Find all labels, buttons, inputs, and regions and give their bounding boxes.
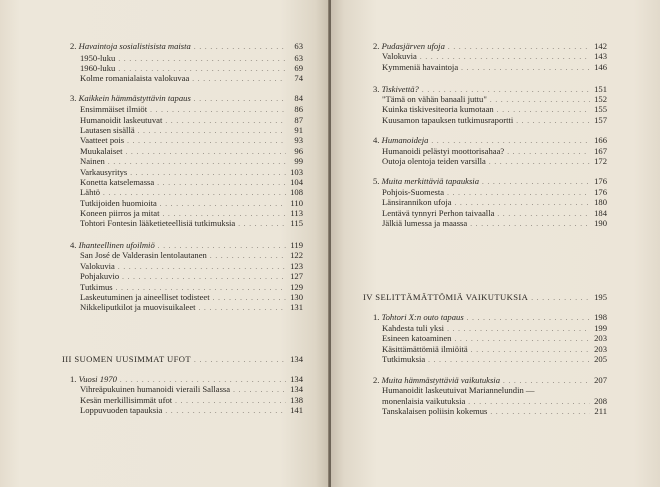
toc-page-number: 141 <box>290 405 303 415</box>
toc-chapter-number: 2. <box>373 41 380 51</box>
toc-dot-leader <box>192 74 286 84</box>
toc-page-number: 151 <box>594 84 607 94</box>
toc-entry-title: Tutkijoiden huomioita <box>80 198 157 208</box>
toc-entry-title: Kymmeniä havaintoja <box>382 62 459 72</box>
toc-dot-leader <box>482 177 590 187</box>
toc-entry-title: III SUOMEN UUSIMMAT UFOT <box>62 354 192 364</box>
toc-entry-title <box>373 84 419 94</box>
toc-dot-leader <box>470 219 590 229</box>
toc-dot-leader <box>127 136 286 146</box>
toc-page-number: 91 <box>294 125 303 135</box>
toc-page-number: 176 <box>594 187 607 197</box>
toc-dot-leader <box>467 313 590 323</box>
toc-entry <box>80 73 303 84</box>
toc-chapter-title: Havaintoja sosialistisista maista <box>78 41 191 51</box>
toc-entry-title: Lentävä tynnyri Perhon taivaalla <box>382 208 495 218</box>
toc-entry-title: Länsirannikon ufoja <box>382 197 452 207</box>
toc-entry <box>382 406 607 417</box>
toc-chapter-title: Muita hämmästyttäviä vaikutuksia <box>381 375 500 385</box>
toc-entry <box>382 354 607 365</box>
toc-entry <box>80 187 303 198</box>
toc-entry-title: Kahdesta tuli yksi <box>382 323 445 333</box>
toc-chapter-number: 1. <box>70 374 77 384</box>
toc-dot-leader <box>210 251 286 261</box>
toc-dot-leader <box>461 63 590 73</box>
toc-page-number: 129 <box>290 282 303 292</box>
toc-page-number: 113 <box>290 208 303 218</box>
toc-chapter-number: 2. <box>373 375 380 385</box>
toc-page-number: 63 <box>294 53 303 63</box>
toc-entry-title: "Tämä on vähän banaali juttu" <box>382 94 487 104</box>
toc-page-number: 74 <box>294 73 303 83</box>
toc-chapter-entry <box>373 312 607 323</box>
toc-chapter-title: Humanoideja <box>381 135 429 145</box>
toc-entry-title: Valokuvia <box>80 261 115 271</box>
toc-page-number: 195 <box>594 292 607 302</box>
toc-page-number: 184 <box>594 208 607 218</box>
toc-entry-title: Pohjois-Suomesta <box>382 187 445 197</box>
toc-entry <box>382 218 607 229</box>
toc-entry <box>382 333 607 344</box>
toc-entry <box>382 51 607 62</box>
toc-entry-title: Valokuvia <box>382 51 417 61</box>
toc-entry-title: Kesän merkillisimmät ufot <box>80 395 173 405</box>
toc-entry-title: Pohjakuvio <box>80 271 120 281</box>
toc-page-number: 104 <box>290 177 303 187</box>
toc-entry-title: Nainen <box>80 156 105 166</box>
toc-page-number: 63 <box>294 41 303 51</box>
toc-dot-leader <box>194 355 286 365</box>
toc-entry-title: Jälkiä lumessa ja maassa <box>382 218 468 228</box>
toc-entry-title: Ensimmäiset ilmiöt <box>80 104 148 114</box>
toc-entry-title: Muukalaiset <box>80 146 123 156</box>
toc-entry-title <box>70 240 155 250</box>
toc-dot-leader <box>428 355 590 365</box>
toc-page-number: 127 <box>290 271 303 281</box>
toc-chapter-title: Tiskivettä? <box>381 84 419 94</box>
toc-chapter-title: Kaikkein hämmästyttävin tapaus <box>78 93 191 103</box>
toc-page-number: 108 <box>290 187 303 197</box>
toc-page-number: 176 <box>594 176 607 186</box>
toc-entry <box>80 104 303 115</box>
toc-entry-title: 1960-luku <box>80 63 116 73</box>
toc-dot-leader <box>233 385 286 395</box>
toc-entry-title <box>373 312 464 322</box>
toc-page-number: 86 <box>294 104 303 114</box>
toc-dot-leader <box>165 406 286 416</box>
toc-page-number: 146 <box>594 62 607 72</box>
toc-entry <box>80 135 303 146</box>
toc-dot-leader <box>489 157 590 167</box>
toc-entry-title: Käsittämättömiä ilmiöitä <box>382 344 468 354</box>
toc-part-heading <box>62 354 303 365</box>
toc-dot-leader <box>122 272 286 282</box>
toc-entry <box>80 250 303 261</box>
right-page <box>331 0 660 487</box>
toc-entry-title: Vaatteet pois <box>80 135 125 145</box>
toc-entry <box>80 218 303 229</box>
toc-chapter-number: 1. <box>373 312 380 322</box>
toc-page-number: 110 <box>290 198 303 208</box>
toc-chapter-number: 3. <box>373 84 380 94</box>
toc-entry-title: Tanskalaisen poliisin kokemus <box>382 406 488 416</box>
toc-dot-leader <box>420 52 590 62</box>
toc-entry-title: Koneen piirros ja mitat <box>80 208 160 218</box>
toc-entry-title <box>373 41 445 51</box>
toc-entry-title: Lähtö <box>80 187 101 197</box>
toc-entry-title: Konetta katselemassa <box>80 177 155 187</box>
toc-chapter-number: 4. <box>70 240 77 250</box>
toc-page-number: 119 <box>290 240 303 250</box>
toc-page-number: 69 <box>294 63 303 73</box>
toc-page-number: 96 <box>294 146 303 156</box>
toc-dot-leader <box>108 157 286 167</box>
toc-entry <box>382 197 607 208</box>
toc-entry <box>80 302 303 313</box>
toc-entry-title: monenlaisia vaikutuksia <box>382 396 466 406</box>
toc-page-number: 134 <box>290 354 303 364</box>
toc-page-number: 123 <box>290 261 303 271</box>
toc-chapter-title: Tohtori X:n outo tapaus <box>381 312 464 322</box>
left-toc <box>0 0 329 487</box>
toc-page-number: 207 <box>594 375 607 385</box>
toc-chapter-number: 5. <box>373 176 380 186</box>
toc-page-number: 143 <box>594 51 607 61</box>
toc-entry-title: San José de Valderasin lentolautanen <box>80 250 207 260</box>
toc-dot-leader <box>150 105 286 115</box>
toc-entry-title: Outoja olentoja teiden varsilla <box>382 156 486 166</box>
toc-entry-title: Varkausyritys <box>80 167 128 177</box>
toc-page-number: 131 <box>290 302 303 312</box>
toc-page-number: 203 <box>594 344 607 354</box>
toc-page-number: 130 <box>290 292 303 302</box>
toc-chapter-title: Muita merkittäviä tapauksia <box>381 176 479 186</box>
toc-entry-title: Laskeutuminen ja aineelliset todisteet <box>80 292 210 302</box>
toc-page-number: 134 <box>290 384 303 394</box>
toc-entry <box>382 115 607 126</box>
toc-dot-leader <box>516 116 590 126</box>
toc-page-number: 155 <box>594 104 607 114</box>
toc-dot-leader <box>497 105 590 115</box>
toc-page-number: 122 <box>290 250 303 260</box>
toc-dot-leader <box>199 303 286 313</box>
toc-entry-title <box>373 135 428 145</box>
toc-entry-title: Esineen katoaminen <box>382 333 452 343</box>
toc-dot-leader <box>238 219 286 229</box>
toc-page-number: 203 <box>594 333 607 343</box>
toc-chapter-number: 3. <box>70 93 77 103</box>
toc-chapter-title: Pudasjärven ufoja <box>381 41 445 51</box>
toc-chapter-entry <box>70 41 303 52</box>
toc-chapter-title: Ihanteellinen ufoilmiö <box>78 240 155 250</box>
toc-dot-leader <box>103 188 286 198</box>
toc-entry <box>80 405 303 416</box>
toc-page-number: 211 <box>594 406 607 416</box>
toc-chapter-entry <box>70 93 303 104</box>
toc-entry-title <box>373 176 479 186</box>
toc-page-number: 198 <box>594 312 607 322</box>
toc-page-number: 103 <box>290 167 303 177</box>
toc-entry <box>80 156 303 167</box>
toc-page-number: 166 <box>594 135 607 145</box>
toc-dot-leader <box>194 42 286 52</box>
toc-entry-title: Kuinka tiskivesiteoria kumotaan <box>382 104 494 114</box>
toc-dot-leader <box>490 407 590 417</box>
toc-chapter-entry <box>373 135 607 146</box>
toc-page-number: 142 <box>594 41 607 51</box>
toc-page-number: 84 <box>294 93 303 103</box>
toc-entry-title: Humanoidi pelästyi moottorisahaa? <box>382 146 505 156</box>
toc-page-number: 87 <box>294 115 303 125</box>
toc-page-number: 208 <box>594 396 607 406</box>
toc-entry <box>382 385 607 395</box>
toc-page-number: 99 <box>294 156 303 166</box>
toc-chapter-entry <box>373 176 607 187</box>
toc-entry <box>80 271 303 282</box>
toc-entry-title: Humanoidit laskeutuvat <box>80 115 163 125</box>
toc-page-number: 205 <box>594 354 607 364</box>
toc-dot-leader <box>431 136 590 146</box>
toc-dot-leader <box>531 293 590 303</box>
toc-entry-title: IV SELITTÄMÄTTÖMIÄ VAIKUTUKSIA <box>363 292 529 302</box>
toc-page-number: 172 <box>594 156 607 166</box>
toc-page-number: 167 <box>594 146 607 156</box>
right-toc <box>331 0 660 487</box>
toc-entry-title: Tutkimuksia <box>382 354 426 364</box>
toc-page-number: 93 <box>294 135 303 145</box>
toc-page-number: 190 <box>594 218 607 228</box>
toc-page-number: 115 <box>290 218 303 228</box>
toc-entry <box>80 384 303 395</box>
toc-entry-title <box>373 375 500 385</box>
toc-entry-title: Humanoidit laskeutuivat Mariannelundin — <box>382 385 535 395</box>
toc-page-number: 138 <box>290 395 303 405</box>
toc-page-number: 134 <box>290 374 303 384</box>
toc-chapter-number: 2. <box>70 41 77 51</box>
toc-dot-leader <box>194 94 286 104</box>
toc-entry-title: Nikkeliputkilot ja muovisuikaleet <box>80 302 196 312</box>
toc-entry-title: Kuusamon tapauksen tutkimusraportti <box>382 115 514 125</box>
toc-page-number: 157 <box>594 115 607 125</box>
toc-entry <box>382 156 607 167</box>
toc-entry <box>382 104 607 115</box>
left-page <box>0 0 329 487</box>
toc-entry-title: Lautasen sisällä <box>80 125 135 135</box>
toc-entry-title: Vihreäpukuinen humanoidi vieraili Sallassa <box>80 384 231 394</box>
toc-chapter-number: 4. <box>373 135 380 145</box>
toc-entry-title: Tutkimus <box>80 282 113 292</box>
toc-entry-title: Kolme romanialaista valokuvaa <box>80 73 190 83</box>
toc-entry-title <box>70 374 117 384</box>
toc-entry-title: 1950-luku <box>80 53 116 63</box>
toc-page-number: 180 <box>594 197 607 207</box>
toc-dot-leader <box>454 198 590 208</box>
toc-page-number: 199 <box>594 323 607 333</box>
toc-entry-title: Tohtori Fontesin lääketieteellisiä tutkimuksia <box>80 218 236 228</box>
toc-chapter-title: Vuosi 1970 <box>78 374 117 384</box>
toc-page-number: 152 <box>594 94 607 104</box>
toc-entry-title <box>70 41 191 51</box>
toc-entry-title <box>70 93 191 103</box>
toc-part-heading <box>363 292 607 303</box>
toc-entry-title: Loppuvuoden tapauksia <box>80 405 163 415</box>
toc-entry <box>382 62 607 73</box>
toc-dot-leader <box>454 334 590 344</box>
